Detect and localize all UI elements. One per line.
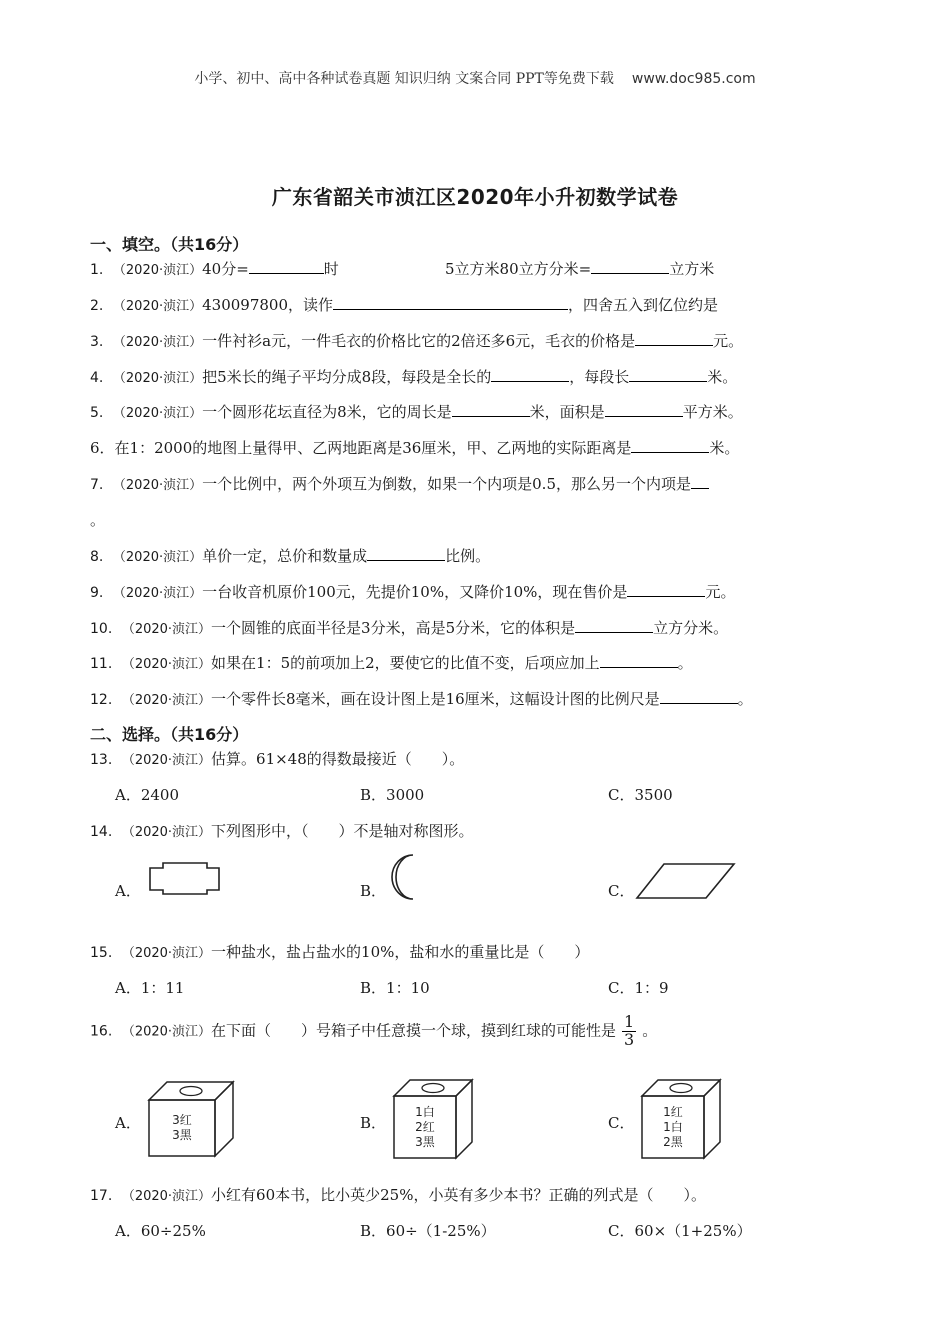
header-site[interactable]: www.doc985.com	[631, 71, 756, 87]
box-b-label-1: 1白	[415, 1105, 435, 1119]
option-a[interactable]: A．	[115, 882, 141, 900]
question-14: 14. （2020·浈江）下列图形中，（ ）不是轴对称图形。	[90, 822, 474, 840]
page-title: 广东省韶关市浈江区2020年小升初数学试卷	[271, 185, 679, 209]
option-c[interactable]: C．3500	[608, 786, 673, 804]
question-13: 13. （2020·浈江）估算。61×48的得数最接近（ ）。	[90, 750, 465, 768]
box-c-label-2: 1白	[663, 1120, 683, 1134]
option-a[interactable]: A．1：11	[115, 979, 185, 997]
option-c[interactable]: C．1：9	[608, 979, 669, 997]
question-9: 9. （2020·浈江）一台收音机原价100元，先提价10%，又降价10%，现在售价是 元。	[90, 583, 736, 601]
answer-blank[interactable]	[491, 366, 569, 382]
answer-blank[interactable]	[660, 688, 738, 704]
box-b-label-2: 2红	[415, 1120, 435, 1134]
answer-blank[interactable]	[249, 258, 324, 274]
answer-blank[interactable]	[333, 294, 568, 310]
question-11: 11. （2020·浈江）如果在1：5的前项加上2，要使它的比值不变，后项应加上 。	[90, 654, 693, 672]
page-header	[0, 68, 950, 88]
question-5: 5. （2020·浈江）一个圆形花坛直径为8米，它的周长是 米，面积是 平方米。	[90, 403, 743, 421]
option-b[interactable]: B．60÷（1-25%）	[360, 1222, 496, 1240]
box-c-label-3: 2黑	[663, 1135, 683, 1149]
question-2: 2. （2020·浈江）430097800，读作 ，四舍五入到亿位约是	[90, 296, 719, 314]
question-7: 7. （2020·浈江）一个比例中，两个外项互为倒数，如果一个内项是0.5，那么另一个内项是	[90, 473, 709, 494]
box-a-label-2: 3黑	[172, 1128, 192, 1142]
fraction-one-third: $\frac{1}{3}$	[624, 1012, 635, 1049]
answer-blank[interactable]	[627, 581, 705, 597]
option-a[interactable]: A．	[115, 1114, 141, 1132]
box-b-label-3: 3黑	[415, 1135, 435, 1149]
option-b[interactable]: B．	[360, 882, 387, 900]
option-b[interactable]: B．3000	[360, 786, 425, 804]
question-1: 1. （2020·浈江）40分= 时	[90, 260, 339, 278]
box-c-label-1: 1红	[663, 1105, 683, 1119]
answer-blank[interactable]	[367, 545, 445, 561]
box-b-figure	[390, 1076, 476, 1162]
question-1b: 5立方米80立方分米= 立方米	[445, 260, 715, 278]
answer-blank[interactable]	[629, 366, 707, 382]
answer-blank[interactable]	[635, 330, 713, 346]
question-12: 12. （2020·浈江）一个零件长8毫米，画在设计图上是16厘米，这幅设计图的比例尺是 。	[90, 690, 753, 708]
question-15: 15. （2020·浈江）一种盐水，盐占盐水的10%，盐和水的重量比是（ ）	[90, 943, 590, 961]
section-choice: 二、选择。（共16分）	[90, 725, 249, 744]
option-b[interactable]: B．	[360, 1114, 387, 1132]
option-a[interactable]: A．60÷25%	[115, 1222, 206, 1240]
box-a-figure	[145, 1078, 237, 1160]
box-a-label-1: 3红	[172, 1113, 192, 1127]
answer-blank[interactable]	[591, 258, 669, 274]
answer-blank[interactable]	[631, 437, 709, 453]
question-17: 17. （2020·浈江）小红有60本书，比小英少25%，小英有多少本书？正确的列式是（ ）。	[90, 1186, 706, 1204]
option-c[interactable]: C．	[608, 882, 635, 900]
option-a[interactable]: A．2400	[115, 786, 180, 804]
answer-blank[interactable]	[605, 401, 683, 417]
question-6: 6．在1：2000的地图上量得甲、乙两地距离是36厘米，甲、乙两地的实际距离是 米。	[90, 439, 740, 457]
answer-blank[interactable]	[575, 617, 653, 633]
option-c[interactable]: C．	[608, 1114, 635, 1132]
question-8: 8. （2020·浈江）单价一定，总价和数量成 比例。	[90, 547, 491, 565]
section-fill-in: 一、填空。（共16分）	[90, 235, 249, 254]
cross-shape-figure	[145, 860, 225, 896]
box-c-figure	[638, 1076, 724, 1162]
question-7-end: 。	[90, 511, 106, 529]
header-text: 小学、初中、高中各种试卷真题 知识归纳 文案合同 PPT等免费下载	[194, 71, 614, 87]
question-3: 3. （2020·浈江）一件衬衫a元，一件毛衣的价格比它的2倍还多6元，毛衣的价格是 元。	[90, 332, 744, 350]
answer-blank[interactable]	[452, 401, 530, 417]
question-16: 16. （2020·浈江）在下面（ ）号箱子中任意摸一个球，摸到红球的可能性是 $\frac{1}{3}$ 。	[90, 1012, 658, 1049]
question-10: 10. （2020·浈江）一个圆锥的底面半径是3分米，高是5分米，它的体积是 立方分米。	[90, 619, 729, 637]
answer-blank[interactable]	[600, 652, 678, 668]
answer-blank[interactable]	[691, 473, 709, 489]
parallelogram-figure	[634, 860, 739, 902]
option-c[interactable]: C．60×（1+25%）	[608, 1222, 752, 1240]
crescent-moon-figure	[385, 852, 427, 902]
question-4: 4. （2020·浈江）把5米长的绳子平均分成8段，每段是全长的 ，每段长 米。	[90, 368, 738, 386]
option-b[interactable]: B．1：10	[360, 979, 430, 997]
